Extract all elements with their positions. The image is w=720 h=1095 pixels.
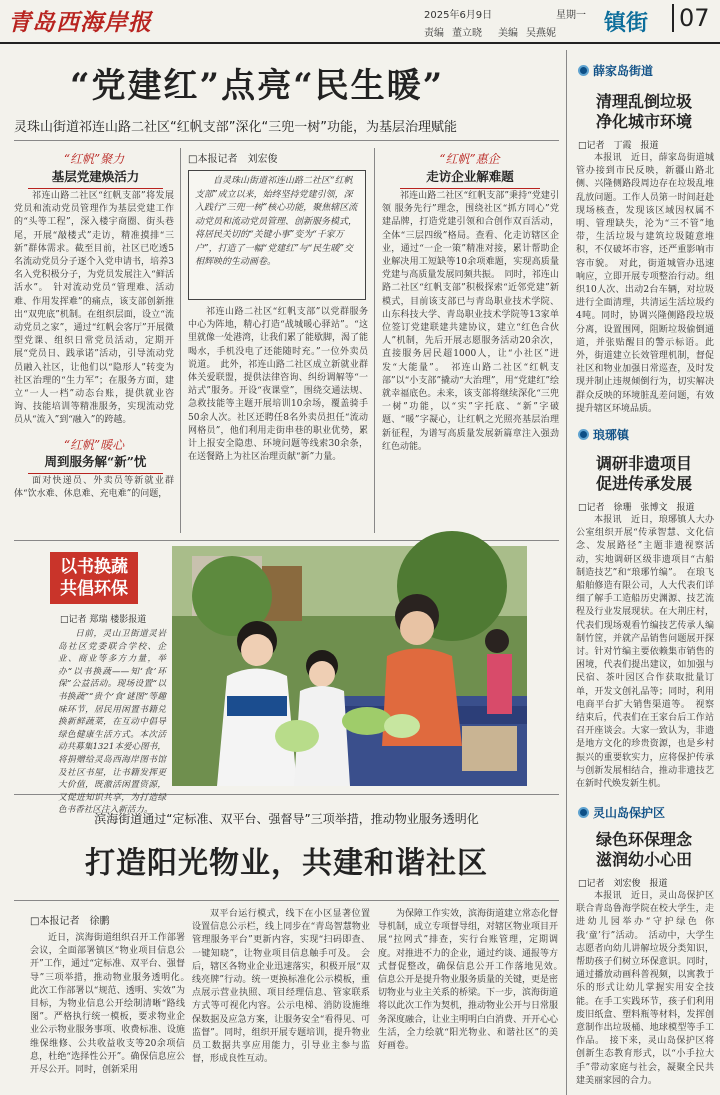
event-photo xyxy=(172,546,527,786)
bottom-column-3: 为保障工作实效，滨海街道建立常态化督导机制，成立专项督导组，对辖区物业项目开展“拉网式”排查，实行台账管理，定期调度。对推进不力的企业，通过约谈、通报等方式督促整改，确保信息公开工作落地见效。 信息公开是提升物业服务质量的关键，更是密切物业与业主关系的桥梁。下一步，滨海街道将以此次工作为契机，推动物业公开与日常服务深度融合，让业主明明白白消费、开开心心生活，全力绘就“阳光物业、和谐社区”的美好画卷。 xyxy=(378,909,568,1052)
main-subhead: 灵珠山街道祁连山路二社区“红帆支部”深化“三兜一树”功能，为基层治理赋能 xyxy=(14,120,457,135)
divider xyxy=(14,140,559,141)
section-2-text: 面对快递员、外卖员等新就业群体“饮水难、休息难、充电难”的问题， xyxy=(14,476,174,500)
column-2-text: 祁连山路二社区“红帆支部”以党群服务中心为阵地，精心打造“战城暖心驿站”。“这里就像一处港湾，让我们累了能歇脚，渴了能喝水，手机没电了还能随时充。”一位外卖员说道。 此外，祁连山路二社区成立新就业群体关爱联盟，提供法律咨询、纠纷调解等“一站式”服务。开设“夜课堂”，围绕交通法规、急救技能等主题开展培训10余场，覆盖骑手50余人次。社区还聘任8名外卖员担任“流动网格员”，他们利用走街串巷的职业优势，累计上报安全隐患、环境问题等线索30余条，在送餐路上为社区治理贡献“新”力量。 xyxy=(188,307,369,463)
weekday: 星期一 xyxy=(556,10,586,21)
sidebar-story-3-byline: □记者 刘宏俊 报道 xyxy=(578,879,668,889)
sidebar-tag-3 xyxy=(578,804,665,821)
bottom-subhead: 滨海街道通过“定标准、双平台、强督导”三项举措，推动物业服务透明化 xyxy=(94,812,479,826)
section-name: 镇街 xyxy=(604,11,649,36)
sidebar-tag-2-label: 琅琊镇 xyxy=(593,428,630,442)
sidebar-story-1-title xyxy=(574,92,714,132)
sidebar-story-3-title-line-2: 滋润幼小心田 xyxy=(595,850,692,869)
sidebar-story-2-title xyxy=(574,454,714,494)
photo-story-text: 日前，灵山卫街道灵岩岛社区党委联合学校、企业、商业等多方力量，举办“以书换蔬——知‘食’环保”公益活动。现场设置“以书换蔬”“贵个‘食’谜图”等趣味环节，居民用闲置书籍兑换新鲜蔬菜，在互动中倡导绿色健康生活方式。本次活动共募集1321本爱心图书，将捐赠给灵岛西海岸图书馆及社区书屋，让书籍发挥更大价值，既激活闲置资源，又促进知识共享，为打造绿色书香社区注入新活力。 xyxy=(58,629,166,816)
sidebar-story-1-byline: □记者 丁霞 报道 xyxy=(578,141,659,151)
location-pin-icon xyxy=(578,429,589,440)
section-1-title: 基层党建焕活力 xyxy=(28,167,163,189)
sidebar-tag-1-label: 薛家岛街道 xyxy=(593,64,654,78)
sidebar-story-2-title-line-1: 调研非遗项目 xyxy=(595,454,692,473)
sidebar-story-1-text: 本报讯 近日，薛家岛街道城管办接到市民反映，新疆山路北侧、兴隆侧路段周边存在垃圾乱堆乱放问题。工作人员第一时间赶赴现场核查，发现该区域因权属不明、管理缺失，沦为“三不管”地带，生活垃圾与建筑垃圾随意堆积，不仅破坏市容，还严重影响市容市貌。 对此，街道城管办迅速响应，立即开展专项整治行动。组织10人次、出动2台车辆，对垃圾进行全面清理，共清运生活垃圾约4吨。同时，协调兴隆侧路段垃圾分离，设置围网，阻断垃圾偷倒通道，并张贴醒目的警示标语。此外，街道建立长效管理机制，督促社区和物业加强日常巡查，及时发现并制止违规倾倒行为，切实解决群众反映的环境脏乱差问题，有效提升辖区环境品质。 xyxy=(576,153,714,414)
sidebar-tag-2 xyxy=(578,426,629,443)
sidebar-story-1-title-line-1: 清理乱倒垃圾 xyxy=(595,92,692,111)
sidebar-story-3-text: 本报讯 近日，灵山岛保护区联合青岛鲁海学院在校大学生，走进幼儿园举办“守护绿色 你我‘童’行”活动。 活动中，大学生志愿者向幼儿讲解垃圾分类知识，帮助孩子们树立环保意识。同时，通过播放动画科普视频，以寓教于乐的形式让幼儿掌握实用安全技能。在手工实践环节，孩子们利用废旧纸盒、塑料瓶等材料，发挥创意制作出垃圾桶、地球模型等手工作品。 接下来，灵山岛保护区将创新生态教育形式，以“小手拉大手”带动家庭与社会，凝聚全民共建美丽家园的合力。 xyxy=(576,891,714,1086)
editor-label-2: 美编 xyxy=(498,28,518,39)
page-number: 07 xyxy=(672,4,710,32)
section-2-title: 周到服务解“新”忧 xyxy=(28,452,163,474)
editor-label-1: 责编 xyxy=(424,28,444,39)
sidebar-story-2-byline: □记者 徐珊 张博文 报道 xyxy=(578,503,695,513)
bottom-byline: □本报记者 徐鹏 xyxy=(30,916,110,927)
main-headline: “党建红”点亮“民生暖” xyxy=(70,66,445,106)
main-byline: □本报记者 刘宏俊 xyxy=(188,154,278,165)
intro-text: 自灵珠山街道祁连山路二社区“红帆支部”成立以来，始终坚持党建引领，深入践行“三兜一树”核心功能，聚焦辖区流动党员和流动党员管理、创新服务模式，将居民关切的“关键小事”变为“千家万户”，打造了一幅“党建红”与“民生暖”交相辉映的生动画卷。 xyxy=(195,176,358,267)
location-pin-icon xyxy=(578,65,589,76)
editor-name-1: 董立晓 xyxy=(452,28,482,39)
bottom-column-1: 近日，滨海街道组织召开工作部署会议，全面部署镇区“物业项目信息公开”工作，通过“定标准、双平台、强督导”三项举措，推动物业服务透明化。 此次工作部署以“规范、透明、实效”为目标，为物业信息公开绘制清晰“路线图”。严格执行统一模板，要求物业企业公示物业服务事项、收费标准、设施维保维修、公共收益收支等20余项信息，杜绝“选择性公开”。确保信息应公开尽公开。同时，创新采用 xyxy=(30,933,195,1076)
intro-box xyxy=(188,170,366,300)
sidebar-story-1-title-line-2: 净化城市环境 xyxy=(595,112,692,131)
photo-story-title-line-1: 以书换蔬 xyxy=(60,557,128,577)
newspaper-logo: 青岛西海岸报 xyxy=(8,9,152,36)
sidebar-story-3-title-line-1: 绿色环保理念 xyxy=(595,830,692,849)
section-1-kicker: “红帆”聚力 xyxy=(63,152,125,166)
photo-story-title xyxy=(50,552,138,604)
bottom-column-2: 双平台运行模式，线下在小区显著位置设置信息公示栏，线上同步在“青岛智慧物业管理服务平台”更新内容，实现“扫码即查、一键知晓”，让物业项目信息触手可及。 会后，辖区各物业企业迅速落实，积极开展“双线亮牌”行动。统一更换标准化公示模板，重点展示营业执照、项目经理信息、管家联系方式等可视化内容。公示电梯、消防设施维保数据及应急方案，让服务安全“看得见、可监督”。同时，组织开展专题培训，提升物业员工数据共享应用能力，引导业主参与监督，形成良性互动。 xyxy=(192,909,370,1065)
event-photo-illustration xyxy=(172,546,527,786)
issue-date: 2025年6月9日 xyxy=(424,10,493,21)
sidebar-tag-1 xyxy=(578,62,653,79)
bottom-headline: 打造阳光物业，共建和谐社区 xyxy=(85,846,488,881)
photo-story-title-line-2: 共倡环保 xyxy=(60,579,128,599)
section-2-kicker: “红帆”暖心 xyxy=(63,438,125,452)
section-1-text: 祁连山路二社区“红帆支部”将发展党员和流动党员管理作为基层党建工作的“头等工程”，深入楼宇商圈、街头巷尾，开展“敲楼式”走访，精准摸排“三新”群体需求。截至目前，社区已吃透5名流动党员分子逐个入党申请书，培养3名入党积极分子，为党员发展注入“鲜活活水”。 针对流动党员“管理难、活动难、作用发挥难”的痛点，该支部创新推出“双兜底”机制。在组织层面，设立“流动党员之家”，通过“红帆会客厅”开展微型党课、组织日常党员活动，定期开展“党员日、践承诺”活动，引导流动党员融入社区，让他们以“隐形人”转变为社区治理的“生力军”；在服务方面，建立“一人一档”动态台账，提供就业咨询、技能培训等精准服务，实现流动党员从“流入”到“融入”的跨越。 xyxy=(14,191,174,426)
sidebar-story-2-text: 本报讯 近日，琅琊镇人大办公室组织开展“传承智慧、文化信念、发展路径”主题非遗视察活动，实地调研区级非遗项目“古船制造技艺”和“琅琊竹编”。 在琅飞船舶修造有限公司，人大代表们详细了解手工造船历史渊源、技艺流程及行业发展现状。在大荆庄村，代表们现场观看竹编技艺传承人编制竹筐，并就产品销售问题展开探讨。针对竹编主要依赖集市销售的困境，代表们提出建议，如加强与民宿、茶叶园区合作获取批量订单，开发文创礼品等；同时，利用电商平台扩大销售渠道等。 视察结束后，代表们在王家台后工作站召开座谈会。大家一致认为，非遗是地方文化的珍贵资源，也是乡村振兴的重要软实力，应将保护传承与创新发展相结合，推动非遗技艺在新时代焕发新生机。 xyxy=(576,515,714,790)
divider xyxy=(14,900,559,901)
sidebar-tag-3-label: 灵山岛保护区 xyxy=(593,806,666,820)
masthead xyxy=(0,0,720,44)
section-3-title: 走访企业解难题 xyxy=(400,167,540,189)
column-rule xyxy=(180,148,181,533)
location-pin-icon xyxy=(578,807,589,818)
photo-story-byline: □记者 郑瑞 楼影报道 xyxy=(60,615,147,625)
section-3-text: 祁连山路二社区“红帆支部”秉持“党建引领 服务先行”理念，围绕社区“抓方同心”党建品牌，打造党建引领和合创作双百活动，全体“三层四级”格局。查看、化走访辖区企业，通过“一企一策”精准对接，累计帮助企业解决用工短缺等10余项难题，实现高质量党建与高质量发展同频共振。 同时，祁连山路二社区“红帆支部”积极探索“近邻党建”新模式，目前该支部已与青岛职业技术学院、山东科技大学、青岛职业技术学院等13家单位签订党建联建共建协议，建立“红色合伙人”机制，先后开展志愿服务活动20余次，直接服务居民超1000人，让“小社区”迸发“大能量”。 祁连山路二社区“红帆支部”以“小支部”撬动“大治理”，用“党建红”绘就幸福底色。未来，该支部将继续深化“三兜一树”功能，以“实”字托底、“新”字破题、“暖”字凝心，让红帆之光照亮基层治理新征程，为谱写高质量发展新篇章注入强劲红色动能。 xyxy=(382,191,559,452)
sidebar-story-2-title-line-2: 促进传承发展 xyxy=(595,474,692,493)
sidebar-story-3-title xyxy=(574,830,714,870)
column-rule xyxy=(374,148,375,533)
section-3-kicker: “红帆”惠企 xyxy=(439,152,500,166)
editor-name-2: 吴燕妮 xyxy=(526,28,556,39)
